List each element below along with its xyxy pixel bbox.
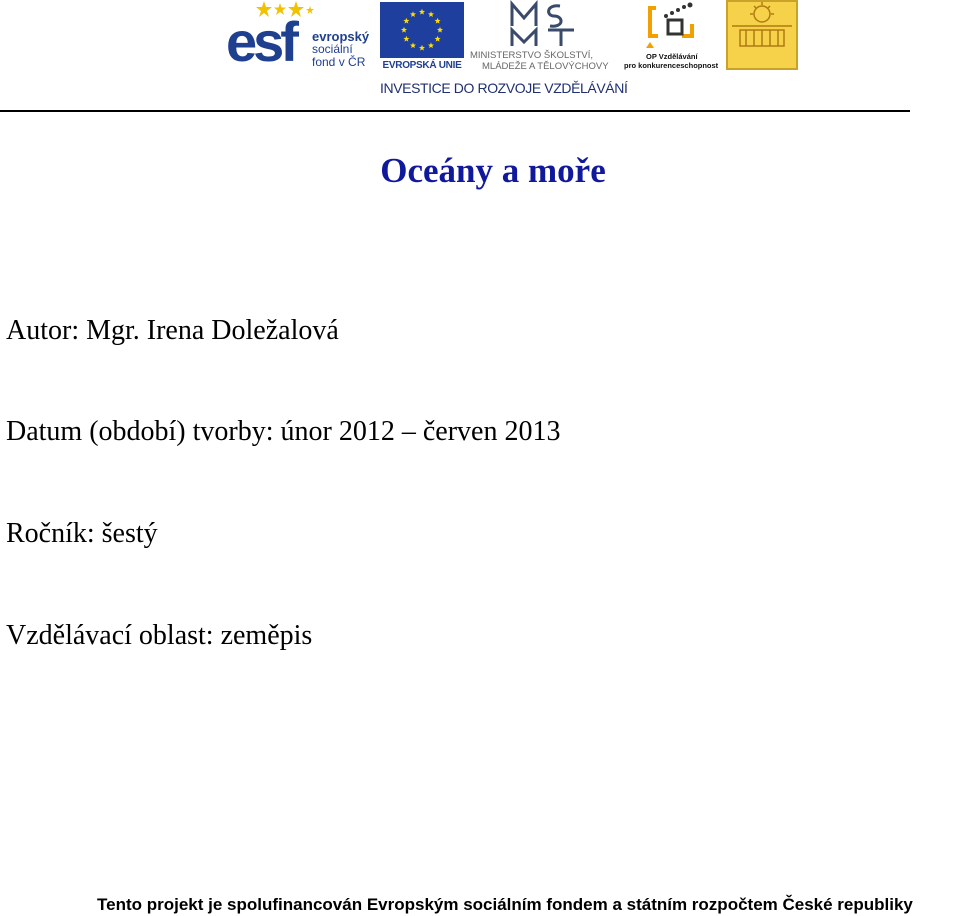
- grade-line: Ročník: šestý: [6, 518, 158, 549]
- op-square-icon: [644, 2, 704, 50]
- eu-star: [435, 36, 441, 42]
- esf-line-2: sociální: [312, 42, 353, 56]
- esf-logo: [224, 0, 374, 72]
- subject-area-line: Vzdělávací oblast: zeměpis: [6, 620, 313, 651]
- investice-slogan: INVESTICE DO ROZVOJE VZDĚLÁVÁNÍ: [380, 80, 628, 96]
- date-line: Datum (období) tvorby: únor 2012 – červen 2013: [6, 416, 561, 447]
- eu-star: [428, 11, 434, 17]
- eu-star: [403, 36, 409, 42]
- msmt-line-1: MINISTERSTVO ŠKOLSTVÍ,: [470, 50, 593, 61]
- esf-line-1: evropský: [312, 29, 370, 44]
- eu-star: [419, 9, 425, 15]
- op-logo: [624, 0, 724, 72]
- msmt-monogram-icon: [508, 0, 584, 48]
- eu-star: [437, 27, 443, 33]
- author-line: Autor: Mgr. Irena Doležalová: [6, 315, 339, 346]
- eu-star: [428, 42, 434, 48]
- school-emblem-icon: [726, 0, 798, 70]
- op-caption: [624, 52, 718, 70]
- header-divider: [0, 110, 910, 112]
- eu-caption: EVROPSKÁ UNIE: [382, 60, 462, 71]
- funding-footer: Tento projekt je spolufinancován Evropským sociálním fondem a státním rozpočtem České republiky: [97, 895, 913, 914]
- msmt-caption: [470, 50, 609, 72]
- school-logo: [726, 0, 798, 70]
- esf-letters: esf: [226, 10, 295, 73]
- eu-logo: [378, 0, 466, 72]
- msmt-line-2: MLÁDEŽE A TĚLOVÝCHOVY: [482, 61, 609, 72]
- msmt-logo: [470, 0, 620, 72]
- op-line-2: pro konkurenceschopnost: [624, 61, 719, 70]
- eu-star: [401, 27, 407, 33]
- eu-star: [410, 42, 416, 48]
- eu-star: [435, 18, 441, 24]
- eu-flag: [380, 2, 464, 58]
- eu-star: [410, 11, 416, 17]
- document-title: Oceány a moře: [380, 151, 606, 190]
- op-line-1: OP Vzdělávání: [646, 52, 698, 61]
- esf-line-3: fond v ČR: [312, 55, 366, 69]
- eu-stars-icon: [380, 2, 464, 58]
- eu-star: [419, 45, 425, 51]
- eu-star: [403, 18, 409, 24]
- esf-text: [312, 30, 369, 69]
